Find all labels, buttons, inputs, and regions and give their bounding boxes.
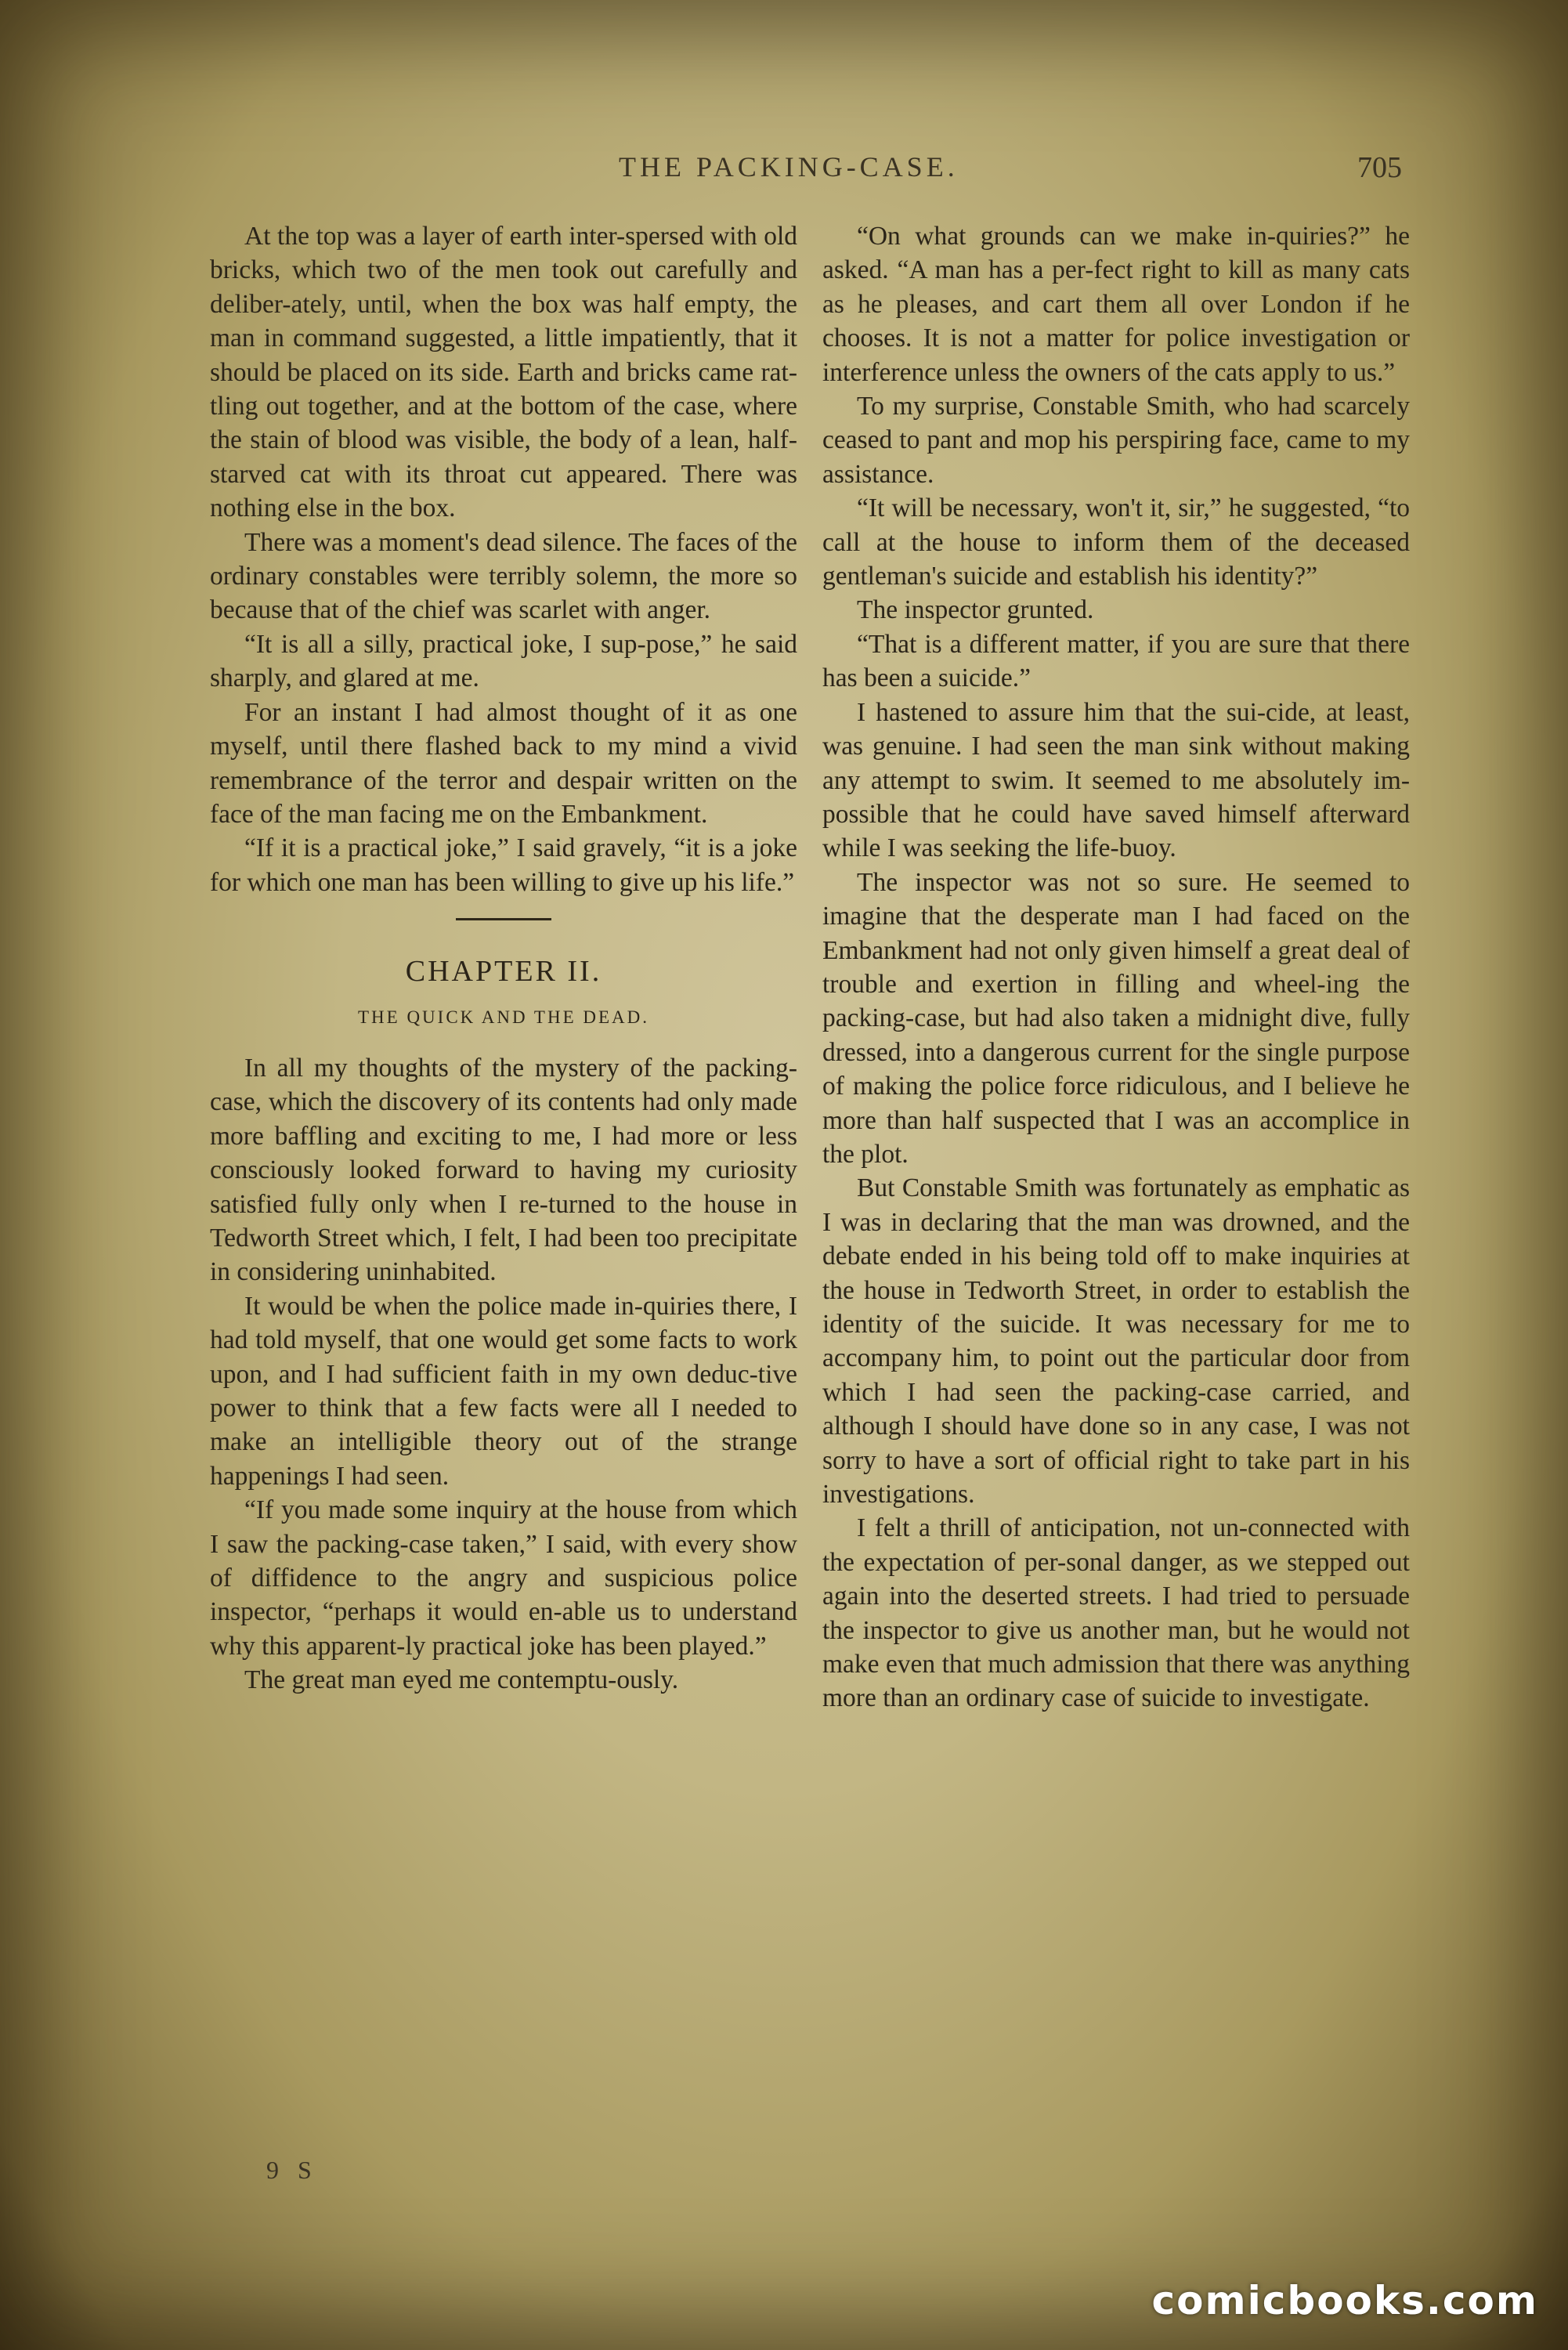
paragraph: “That is a different matter, if you are sure that there has been a suicide.” <box>822 629 1410 693</box>
signature-mark: 9 S <box>266 2156 318 2184</box>
paragraph: There was a moment's dead silence. The faces of the ordinary constables were terribly solemn, the more so because that of the chief was scarlet with anger. <box>210 527 797 625</box>
paragraph: At the top was a layer of earth inter-spersed with old bricks, which two of the men took out carefully and deliber-ately, until, when the box was half empty, the man in command suggested, a little impatiently, that it should be placed on its side. Earth and bricks came rat-tling out together, and at the bottom of the case, where the stain of blood was visible, the body of a lean, half-starved cat with its throat cut appeared. There was nothing else in the box. <box>210 222 797 523</box>
section-divider <box>456 918 551 920</box>
right-column <box>822 219 1410 1716</box>
paragraph: But Constable Smith was fortunately as emphatic as I was in declaring that the man was drowned, and the debate ended in his being told off to make inquiries at the house in Tedworth Street, in order to establish the identity of the suicide. It was necessary for me to accompany him, to point out the particular door from which I had seen the packing-case carried, and although I should have done so in any case, I was not sorry to have a sort of official right to take part in his investigations. <box>822 1173 1410 1509</box>
chapter-title: CHAPTER II. <box>405 955 602 989</box>
paragraph: I felt a thrill of anticipation, not un-connected with the expectation of per-sonal danger, as we stepped out again into the deserted streets. I had tried to persuade the inspector to give us another man, but he would not make even that much admission that there was anything more than an ordinary case of suicide to investigate. <box>822 1513 1410 1713</box>
paragraph: The inspector was not so sure. He seemed to imagine that the desperate man I had faced on the Embankment had not only given himself a great deal of trouble and exertion in filling and wheel-ing the packing-case, but had also taken a midnight dive, fully dressed, into a dangerous current for the single purpose of making the police force ridiculous, and I believe he more than half suspected that I was an accomplice in the plot. <box>822 867 1410 1169</box>
paragraph: “If it is a practical joke,” I said gravely, “it is a joke for which one man has been willing to give up his life.” <box>210 833 797 897</box>
paragraph: “On what grounds can we make in-quiries?” he asked. “A man has a per-fect right to kill as many cats as he pleases, and cart them all over London if he chooses. It is not a matter for police investigation or interference unless the owners of the cats apply to us.” <box>822 222 1410 387</box>
site-watermark: comicbooks.com <box>1151 2278 1538 2323</box>
paragraph: The great man eyed me contemptu-ously. <box>244 1665 679 1695</box>
page-header <box>196 150 1402 194</box>
paragraph: I hastened to assure him that the sui-cide, at least, was genuine. I had seen the man sink without making any attempt to swim. It seemed to me absolutely im-possible that he could have saved himself afterward while I was seeking the life-buoy. <box>822 697 1410 863</box>
paragraph: “It will be necessary, won't it, sir,” he suggested, “to call at the house to inform them of the deceased gentleman's suicide and establish his identity?” <box>822 494 1410 591</box>
chapter-subtitle: THE QUICK AND THE DEAD. <box>357 1007 650 1027</box>
paragraph: To my surprise, Constable Smith, who had scarcely ceased to pant and mop his perspiring face, came to my assistance. <box>822 392 1410 489</box>
left-column <box>210 219 797 1697</box>
paragraph: “It is all a silly, practical joke, I sup-pose,” he said sharply, and glared at me. <box>210 629 797 693</box>
paragraph: It would be when the police made in-quiries there, I had told myself, that one would get some facts to work upon, and I had sufficient faith in my own deduc-tive power to think that a few facts were all I needed to make an intelligible theory out of the strange happenings I had seen. <box>210 1291 797 1491</box>
paragraph: The inspector grunted. <box>857 595 1094 625</box>
paragraph: “If you made some inquiry at the house from which I saw the packing-case taken,” I said, with every show of diffidence to the angry and suspicious police inspector, “perhaps it would en-able us to understand why this apparent-ly practical joke has been played.” <box>210 1495 797 1661</box>
running-title: THE PACKING-CASE. <box>619 151 959 183</box>
paragraph: For an instant I had almost thought of it as one myself, until there flashed back to my mind a vivid remembrance of the terror and despair written on the face of the man facing me on the Embankment. <box>210 697 797 829</box>
page-number: 705 <box>1357 151 1402 184</box>
paragraph: In all my thoughts of the mystery of the packing-case, which the discovery of its contents had only made more baffling and exciting to me, I had more or less consciously looked forward to having my curiosity satisfied fully only when I re-turned to the house in Tedworth Street which, I felt, I had been too precipitate in considering uninhabited. <box>210 1053 797 1287</box>
